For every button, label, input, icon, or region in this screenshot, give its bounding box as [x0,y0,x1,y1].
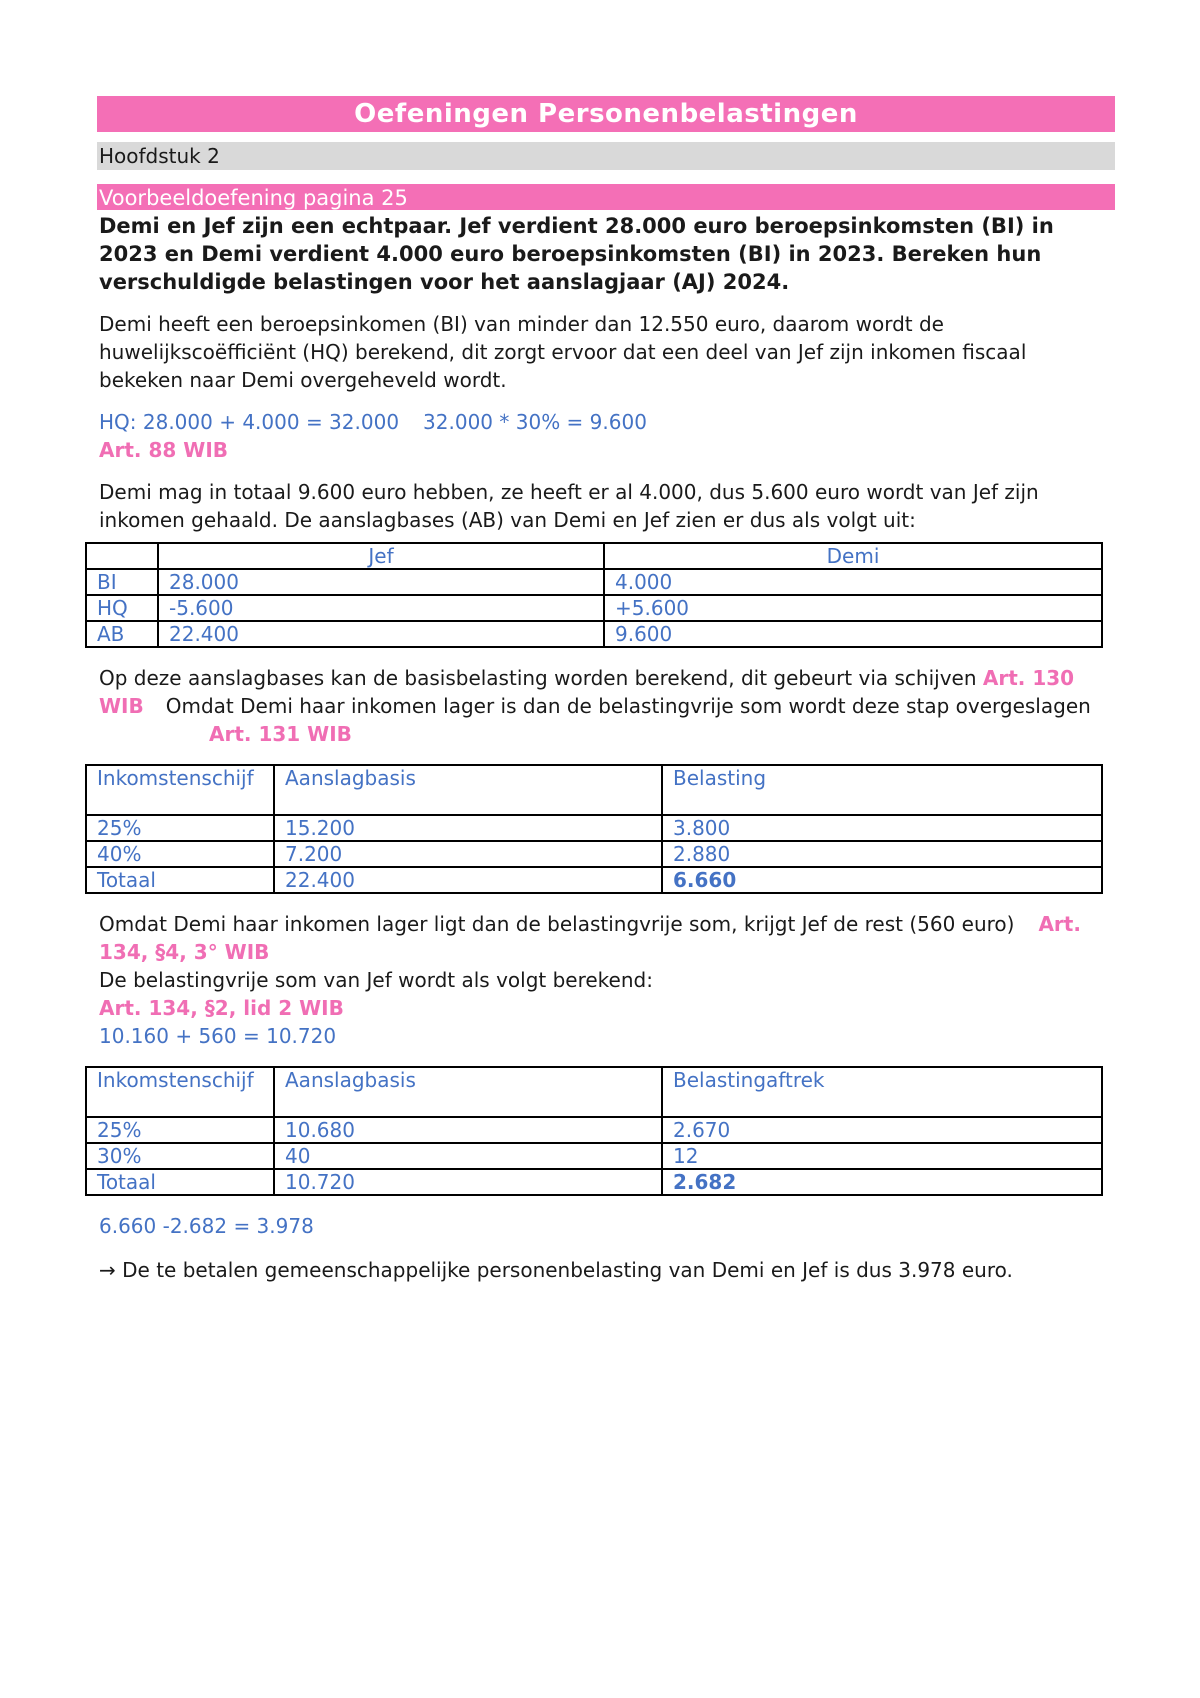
table-header-cell: Jef [158,543,604,569]
table-row [86,841,1102,867]
basisbelasting-table [85,764,1103,894]
table-cell: 30% [86,1143,274,1169]
table-header-row [86,765,1102,815]
paragraph-skip-text: Omdat Demi haar inkomen lager is dan de belastingvrije som wordt deze stap overgeslagen [165,694,1091,718]
table-cell: 28.000 [158,569,604,595]
arrow-icon: → [99,1258,116,1282]
table-cell: +5.600 [604,595,1102,621]
table-header-cell: Inkomstenschijf [86,765,274,815]
section-heading: Voorbeeldoefening pagina 25 [97,184,1115,210]
bvs-calculation: 10.160 + 560 = 10.720 [99,1024,337,1048]
table-cell: 25% [86,1117,274,1143]
table-total-cell: 2.682 [662,1169,1102,1195]
table-cell: 7.200 [274,841,662,867]
table-header-cell: Belastingaftrek [662,1067,1102,1117]
table-header-cell [86,543,158,569]
belastingaftrek-table [85,1066,1103,1196]
table-cell: AB [86,621,158,647]
paragraph-rest-text: Omdat Demi haar inkomen lager ligt dan de belastingvrije som, krijgt Jef de rest (560 euro) [99,912,1015,936]
article-reference-134-4: Art. 134, §4, 3° WIB [99,912,1081,964]
table-cell: 10.720 [274,1169,662,1195]
table-cell: 15.200 [274,815,662,841]
table-cell: Totaal [86,867,274,893]
table-cell: 12 [662,1143,1102,1169]
table-header-cell: Demi [604,543,1102,569]
article-reference-88: Art. 88 WIB [99,438,229,462]
table-cell: 9.600 [604,621,1102,647]
paragraph-aanslagbases: Demi mag in totaal 9.600 euro hebben, ze heeft er al 4.000, dus 5.600 euro wordt van Jef zijn inkomen gehaald. De aanslagbases (AB) van Demi en Jef zien er dus als volgt uit: [99,480,1039,532]
table-header-cell: Aanslagbasis [274,1067,662,1117]
table-cell: 25% [86,815,274,841]
table-cell: BI [86,569,158,595]
paragraph-belastingvrije-som [99,910,1115,966]
paragraph-hq-explanation: Demi heeft een beroepsinkomen (BI) van minder dan 12.550 euro, daarom wordt de huwelijkscoëfficiënt (HQ) berekend, dit zorgt ervoor dat een deel van Jef zijn inkomen fiscaal bekeken naar Demi overgeheveld wordt. [99,312,1027,392]
document-page [97,96,1115,1284]
table-header-cell: Belasting [662,765,1102,815]
table-row [86,1169,1102,1195]
hq-calculation [99,408,1115,436]
table-header-cell: Inkomstenschijf [86,1067,274,1117]
paragraph-basisbelasting-text: Op deze aanslagbases kan de basisbelasting worden berekend, dit gebeurt via schijven [99,666,977,690]
table-cell: HQ [86,595,158,621]
article-reference-131: Art. 131 WIB [209,722,352,746]
table-cell: 2.670 [662,1117,1102,1143]
table-row [86,569,1102,595]
hq-calc-percent: 32.000 * 30% = 9.600 [423,410,647,434]
table-row [86,867,1102,893]
conclusion-text: De te betalen gemeenschappelijke personenbelasting van Demi en Jef is dus 3.978 euro. [122,1258,1013,1282]
document-title: Oefeningen Personenbelastingen [97,96,1115,132]
table-cell: 3.800 [662,815,1102,841]
table-cell: 2.880 [662,841,1102,867]
table-header-row [86,1067,1102,1117]
chapter-heading: Hoofdstuk 2 [97,142,1115,170]
table-cell: 4.000 [604,569,1102,595]
exercise-question: Demi en Jef zijn een echtpaar. Jef verdient 28.000 euro beroepsinkomsten (BI) in 2023 en Demi verdient 4.000 euro beroepsinkomsten (BI) in 2023. Bereken hun verschuldigde belastingen voor het aanslagjaar (AJ) 2024. [99,214,1054,294]
article-reference-130: Art. 130 WIB [99,666,1075,718]
paragraph-basisbelasting [99,664,1115,748]
table-total-cell: 6.660 [662,867,1102,893]
table-cell: -5.600 [158,595,604,621]
table-cell: 22.400 [158,621,604,647]
table-row [86,815,1102,841]
table-header-cell: Aanslagbasis [274,765,662,815]
hq-calc-sum: HQ: 28.000 + 4.000 = 32.000 [99,410,400,434]
table-row [86,621,1102,647]
article-reference-134-2: Art. 134, §2, lid 2 WIB [99,996,344,1020]
table-row [86,1117,1102,1143]
table-cell: 22.400 [274,867,662,893]
conclusion [99,1256,1115,1284]
table-row [86,595,1102,621]
paragraph-bvs-calc-intro: De belastingvrije som van Jef wordt als volgt berekend: [99,968,653,992]
table-cell: Totaal [86,1169,274,1195]
table-header-row [86,543,1102,569]
table-cell: 10.680 [274,1117,662,1143]
table-cell: 40 [274,1143,662,1169]
final-calculation: 6.660 -2.682 = 3.978 [99,1214,314,1238]
table-cell: 40% [86,841,274,867]
table-row [86,1143,1102,1169]
aanslagbases-table [85,542,1103,648]
